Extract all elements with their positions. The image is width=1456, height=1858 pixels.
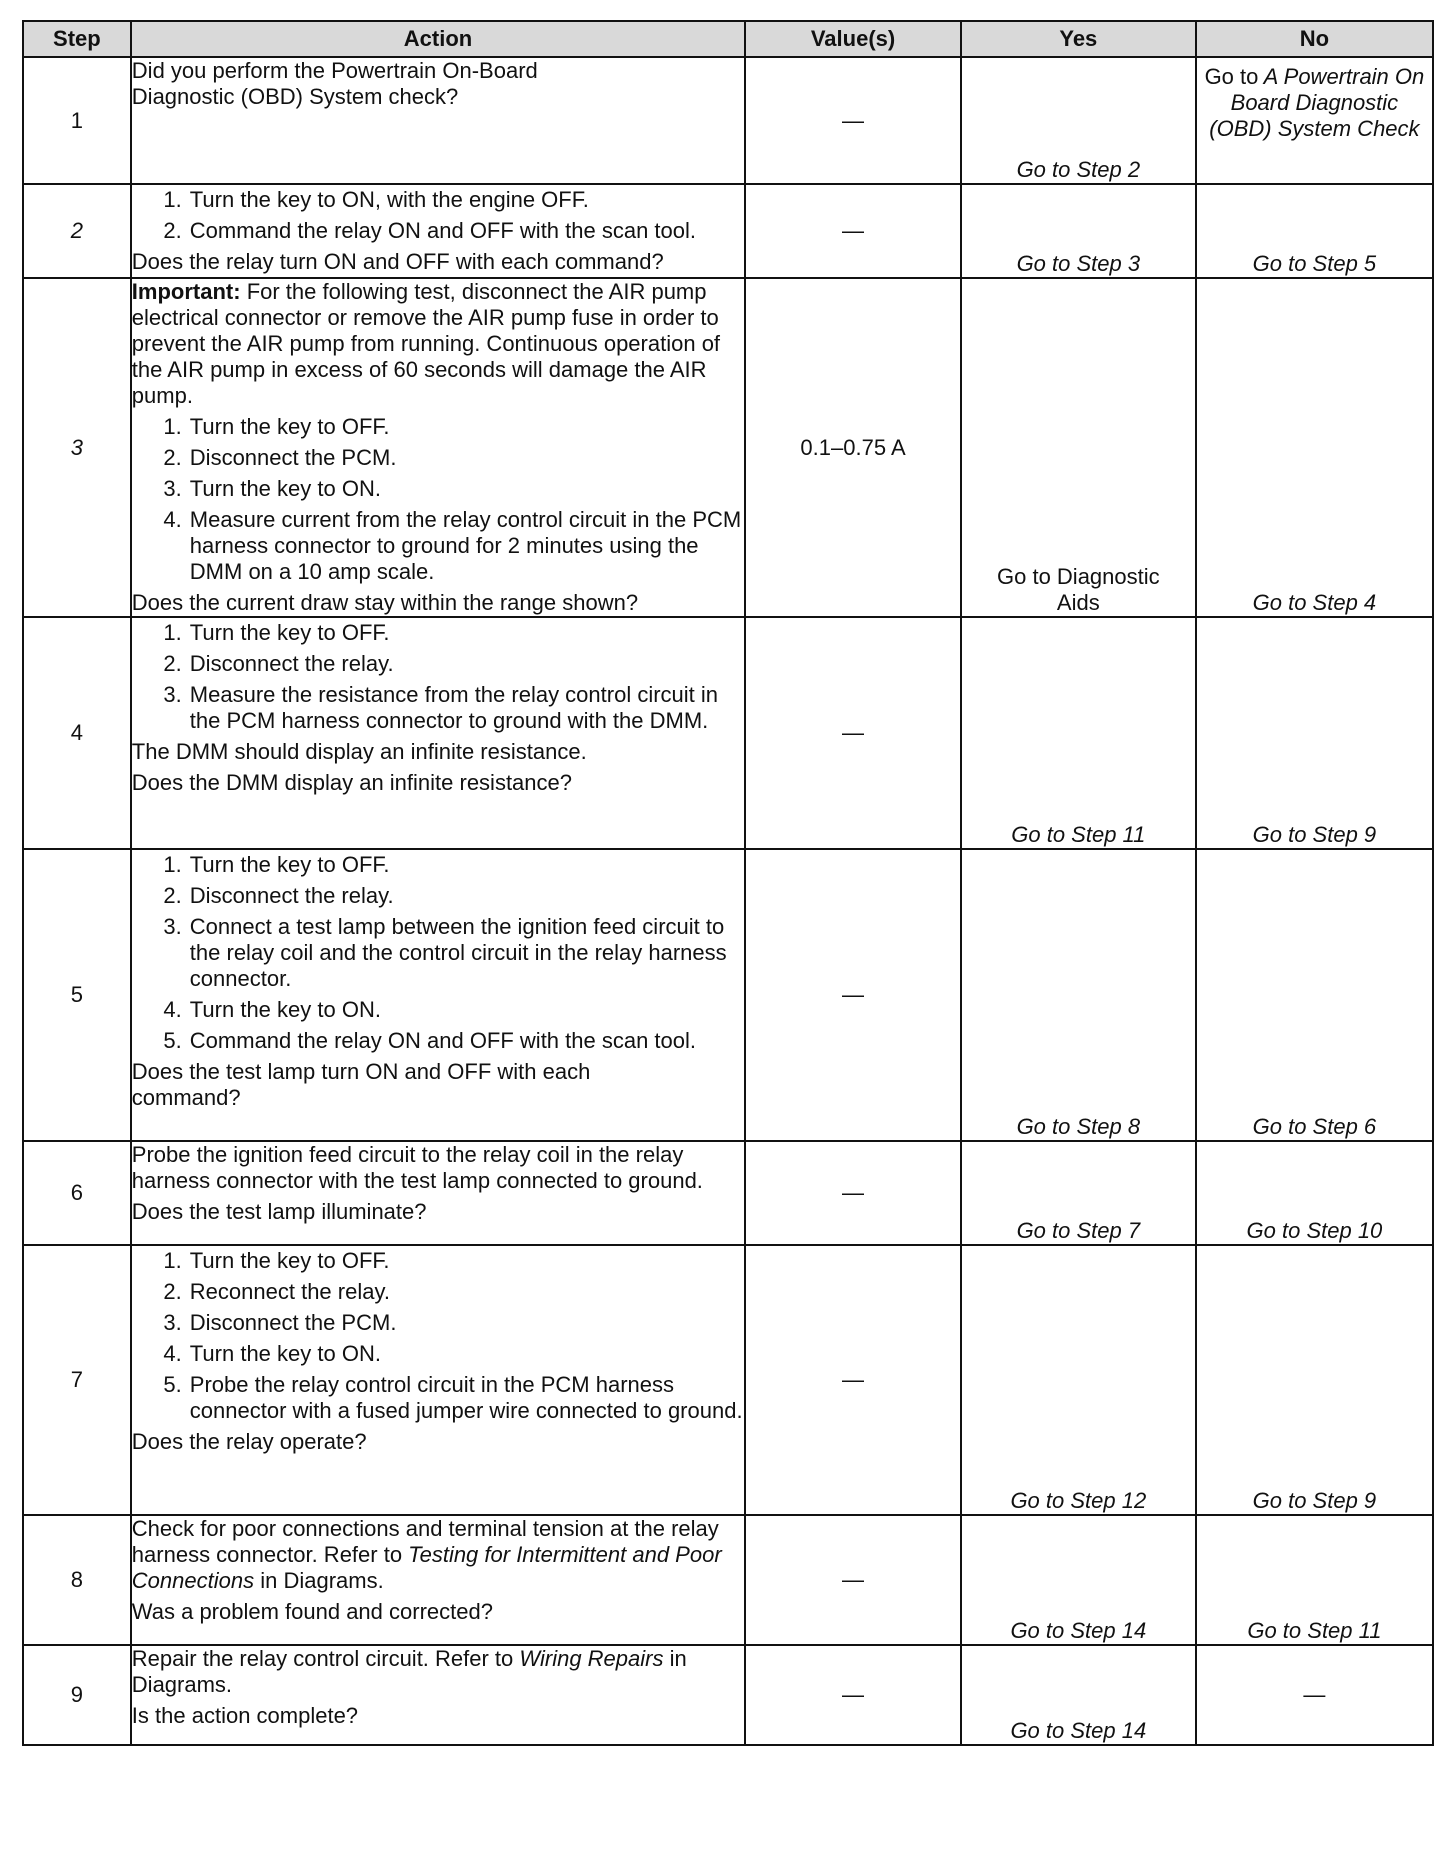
table-row xyxy=(23,849,1433,1141)
header-values: Value(s) xyxy=(745,21,961,57)
list-item: 5. Command the relay ON and OFF with the scan tool. xyxy=(188,1028,744,1054)
action-cell xyxy=(131,849,745,1141)
table-row xyxy=(23,57,1433,184)
list-item: 3. Connect a test lamp between the ignition feed circuit to the relay coil and the control circuit in the relay harness connector. xyxy=(188,914,744,992)
value-cell: — xyxy=(745,1141,961,1245)
list-item: 5. Probe the relay control circuit in the PCM harness connector with a fused jumper wire connected to ground. xyxy=(188,1372,744,1424)
action-cell xyxy=(131,1245,745,1515)
step-number: 7 xyxy=(23,1245,131,1515)
list-item: 1. Turn the key to OFF. xyxy=(188,852,744,878)
table-row xyxy=(23,617,1433,849)
table-row xyxy=(23,1515,1433,1645)
step-number: 5 xyxy=(23,849,131,1141)
value-cell: — xyxy=(745,184,961,278)
no-cell: Go to Step 11 xyxy=(1196,1515,1433,1645)
action-question: Is the action complete? xyxy=(131,1703,359,1728)
header-step: Step xyxy=(23,21,131,57)
list-item: 3. Turn the key to ON. xyxy=(188,476,744,502)
action-cell xyxy=(131,1645,745,1745)
action-question: Does the relay operate? xyxy=(131,1429,367,1454)
list-item: 3. Disconnect the PCM. xyxy=(188,1310,744,1336)
value-cell: 0.1–0.75 A xyxy=(745,278,961,617)
action-text: Probe the ignition feed circuit to the relay coil in the relay harness connector with the test lamp connected to ground. xyxy=(131,1142,703,1193)
yes-cell: Go to Step 11 xyxy=(961,617,1196,849)
action-text-post: in Diagrams. xyxy=(254,1568,384,1593)
step-number: 9 xyxy=(23,1645,131,1745)
action-question: Was a problem found and corrected? xyxy=(131,1599,493,1624)
no-cell: Go to Step 10 xyxy=(1196,1141,1433,1245)
header-action: Action xyxy=(131,21,745,57)
action-text xyxy=(132,1516,744,1594)
action-steps xyxy=(132,620,744,734)
no-cell: Go to Step 9 xyxy=(1196,617,1433,849)
yes-cell: Go to Diagnostic Aids xyxy=(961,278,1196,617)
diagnostic-table xyxy=(22,20,1434,1746)
action-question: Does the test lamp turn ON and OFF with each command? xyxy=(131,1059,591,1110)
table-row xyxy=(23,1141,1433,1245)
step-number: 6 xyxy=(23,1141,131,1245)
table-row xyxy=(23,1245,1433,1515)
list-item: 1. Turn the key to ON, with the engine OFF. xyxy=(188,187,744,213)
action-cell xyxy=(131,184,745,278)
action-cell xyxy=(131,1141,745,1245)
list-item: 4. Measure current from the relay control circuit in the PCM harness connector to ground for 2 minutes using the DMM on a 10 amp scale. xyxy=(188,507,744,585)
action-question: Did you perform the Powertrain On-Board Diagnostic (OBD) System check? xyxy=(131,58,538,109)
no-cell: Go to Step 6 xyxy=(1196,849,1433,1141)
yes-cell: Go to Step 2 xyxy=(961,57,1196,184)
list-item: 3. Measure the resistance from the relay control circuit in the PCM harness connector to ground with the DMM. xyxy=(188,682,744,734)
step-number: 2 xyxy=(23,184,131,278)
yes-cell: Go to Step 12 xyxy=(961,1245,1196,1515)
reference-link: Wiring Repairs xyxy=(519,1646,664,1671)
list-item: 1. Turn the key to OFF. xyxy=(188,414,744,440)
step-number: 3 xyxy=(23,278,131,617)
list-item: 2. Disconnect the relay. xyxy=(188,883,744,909)
no-cell: Go to Step 9 xyxy=(1196,1245,1433,1515)
reference-link: Testing for Intermittent and Poor Connections xyxy=(131,1542,722,1593)
no-link: A Powertrain On Board Diagnostic (OBD) System Check xyxy=(1209,64,1425,141)
no-cell: — xyxy=(1196,1645,1433,1745)
action-steps xyxy=(132,187,744,244)
action-steps xyxy=(132,1248,744,1424)
action-cell xyxy=(131,57,745,184)
action-question: Does the test lamp illuminate? xyxy=(131,1199,427,1224)
table-row xyxy=(23,184,1433,278)
no-prefix: Go to xyxy=(1204,64,1259,89)
yes-cell: Go to Step 14 xyxy=(961,1515,1196,1645)
header-yes: Yes xyxy=(961,21,1196,57)
important-text: For the following test, disconnect the AIR pump electrical connector or remove the AIR pump fuse in order to prevent the AIR pump from running. Continuous operation of the AIR pump in excess of 60 seconds will damage the AIR pump. xyxy=(131,279,721,408)
no-cell xyxy=(1196,57,1433,184)
action-text xyxy=(132,1646,744,1698)
list-item: 1. Turn the key to OFF. xyxy=(188,620,744,646)
header-no: No xyxy=(1196,21,1433,57)
action-text-post: in Diagrams. xyxy=(131,1646,687,1697)
value-cell: — xyxy=(745,617,961,849)
yes-cell: Go to Step 14 xyxy=(961,1645,1196,1745)
action-text-pre: Check for poor connections and terminal tension at the relay harness connector. Refer to xyxy=(131,1516,719,1567)
no-cell: Go to Step 4 xyxy=(1196,278,1433,617)
no-cell: Go to Step 5 xyxy=(1196,184,1433,278)
list-item: 4. Turn the key to ON. xyxy=(188,997,744,1023)
header-row xyxy=(23,21,1433,57)
value-cell: — xyxy=(745,1515,961,1645)
yes-cell: Go to Step 7 xyxy=(961,1141,1196,1245)
yes-cell: Go to Step 3 xyxy=(961,184,1196,278)
step-number: 1 xyxy=(23,57,131,184)
action-question: Does the current draw stay within the range shown? xyxy=(131,590,639,615)
table-row xyxy=(23,1645,1433,1745)
value-cell: — xyxy=(745,849,961,1141)
list-item: 2. Reconnect the relay. xyxy=(188,1279,744,1305)
value-cell: — xyxy=(745,57,961,184)
action-note: The DMM should display an infinite resistance. xyxy=(131,739,587,764)
action-steps xyxy=(132,414,744,585)
important-label: Important: xyxy=(131,279,241,304)
value-cell: — xyxy=(745,1645,961,1745)
value-cell: — xyxy=(745,1245,961,1515)
list-item: 4. Turn the key to ON. xyxy=(188,1341,744,1367)
step-number: 4 xyxy=(23,617,131,849)
list-item: 2. Command the relay ON and OFF with the scan tool. xyxy=(188,218,744,244)
action-cell xyxy=(131,617,745,849)
action-steps xyxy=(132,852,744,1054)
action-question: Does the relay turn ON and OFF with each command? xyxy=(131,249,664,274)
action-text-pre: Repair the relay control circuit. Refer to xyxy=(131,1646,520,1671)
action-question: Does the DMM display an infinite resistance? xyxy=(131,770,573,795)
action-cell xyxy=(131,278,745,617)
list-item: 2. Disconnect the relay. xyxy=(188,651,744,677)
step-number: 8 xyxy=(23,1515,131,1645)
action-cell xyxy=(131,1515,745,1645)
table-row xyxy=(23,278,1433,617)
yes-cell: Go to Step 8 xyxy=(961,849,1196,1141)
list-item: 1. Turn the key to OFF. xyxy=(188,1248,744,1274)
important-note xyxy=(132,279,744,409)
list-item: 2. Disconnect the PCM. xyxy=(188,445,744,471)
